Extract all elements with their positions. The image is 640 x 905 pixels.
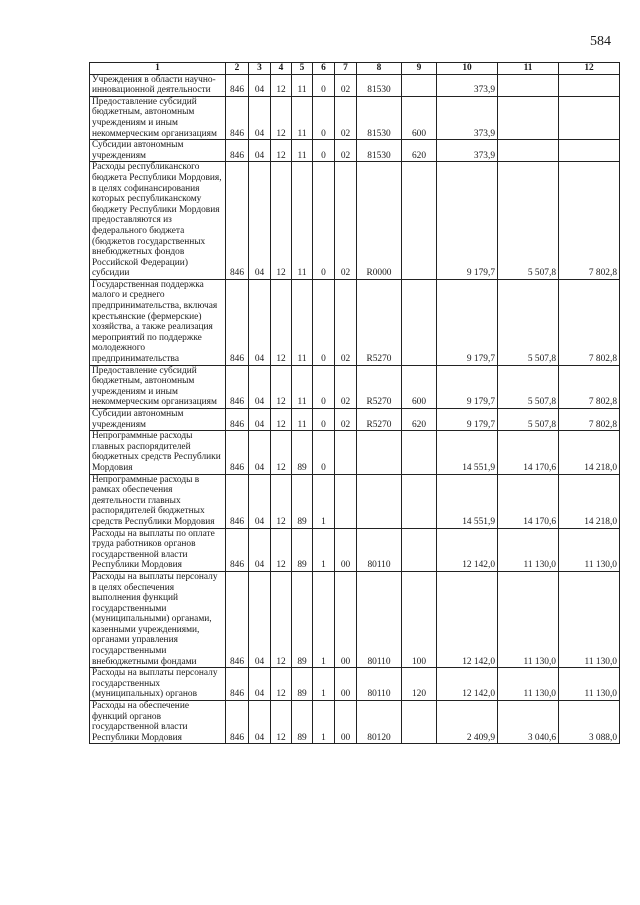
- code-cell: 04: [249, 528, 271, 571]
- amount-cell: 11 130,0: [498, 668, 559, 701]
- code-cell: 0: [313, 365, 335, 408]
- code-cell: R5270: [357, 365, 402, 408]
- row-name-cell: Расходы на выплаты персоналу государственных (муниципальных) органов: [90, 668, 226, 701]
- amount-cell: 373,9: [437, 74, 498, 96]
- code-cell: 0: [313, 74, 335, 96]
- code-cell: 120: [402, 668, 437, 701]
- amount-cell: 9 179,7: [437, 409, 498, 431]
- code-cell: 00: [335, 571, 357, 667]
- code-cell: 89: [292, 668, 313, 701]
- column-header: 12: [559, 63, 620, 75]
- row-name-cell: Предоставление субсидий бюджетным, автономным учреждениям и иным некоммерческим организациям: [90, 96, 226, 139]
- amount-cell: 373,9: [437, 96, 498, 139]
- table-row: [90, 74, 620, 96]
- amount-cell: 14 170,6: [498, 431, 559, 474]
- code-cell: 02: [335, 279, 357, 365]
- code-cell: [402, 528, 437, 571]
- code-cell: 0: [313, 431, 335, 474]
- code-cell: [402, 74, 437, 96]
- amount-cell: [498, 140, 559, 162]
- row-name-cell: Непрограммные расходы в рамках обеспечения деятельности главных распорядителей бюджетных средств Республики Мордовия: [90, 474, 226, 528]
- code-cell: 12: [271, 365, 292, 408]
- code-cell: 100: [402, 571, 437, 667]
- code-cell: 12: [271, 571, 292, 667]
- code-cell: 846: [226, 474, 249, 528]
- code-cell: 04: [249, 140, 271, 162]
- table-header-row: [90, 63, 620, 75]
- column-header: 3: [249, 63, 271, 75]
- amount-cell: 7 802,8: [559, 365, 620, 408]
- code-cell: [402, 431, 437, 474]
- code-cell: 00: [335, 701, 357, 744]
- code-cell: 11: [292, 96, 313, 139]
- table-row: [90, 409, 620, 431]
- code-cell: 04: [249, 668, 271, 701]
- code-cell: 89: [292, 474, 313, 528]
- amount-cell: 9 179,7: [437, 162, 498, 280]
- code-cell: 02: [335, 96, 357, 139]
- amount-cell: 3 088,0: [559, 701, 620, 744]
- code-cell: 846: [226, 528, 249, 571]
- code-cell: 846: [226, 140, 249, 162]
- amount-cell: 11 130,0: [559, 571, 620, 667]
- code-cell: 04: [249, 431, 271, 474]
- code-cell: 89: [292, 571, 313, 667]
- code-cell: 11: [292, 365, 313, 408]
- table-row: [90, 474, 620, 528]
- code-cell: 81530: [357, 96, 402, 139]
- code-cell: 81530: [357, 74, 402, 96]
- table-row: [90, 701, 620, 744]
- column-header: 8: [357, 63, 402, 75]
- amount-cell: 12 142,0: [437, 528, 498, 571]
- amount-cell: [559, 140, 620, 162]
- code-cell: 600: [402, 365, 437, 408]
- code-cell: 89: [292, 528, 313, 571]
- amount-cell: 12 142,0: [437, 668, 498, 701]
- code-cell: [357, 474, 402, 528]
- code-cell: 12: [271, 162, 292, 280]
- code-cell: 12: [271, 701, 292, 744]
- amount-cell: 9 179,7: [437, 279, 498, 365]
- code-cell: 04: [249, 162, 271, 280]
- table-row: [90, 528, 620, 571]
- code-cell: [402, 474, 437, 528]
- table-row: [90, 140, 620, 162]
- amount-cell: 7 802,8: [559, 279, 620, 365]
- code-cell: 12: [271, 409, 292, 431]
- code-cell: 02: [335, 365, 357, 408]
- amount-cell: 2 409,9: [437, 701, 498, 744]
- code-cell: 81530: [357, 140, 402, 162]
- code-cell: 02: [335, 409, 357, 431]
- code-cell: 04: [249, 365, 271, 408]
- row-name-cell: Субсидии автономным учреждениям: [90, 140, 226, 162]
- code-cell: 1: [313, 668, 335, 701]
- amount-cell: 3 040,6: [498, 701, 559, 744]
- table-row: [90, 365, 620, 408]
- page-number: 584: [590, 34, 611, 49]
- code-cell: 04: [249, 701, 271, 744]
- table-row: [90, 162, 620, 280]
- code-cell: [335, 474, 357, 528]
- amount-cell: 11 130,0: [559, 668, 620, 701]
- amount-cell: 373,9: [437, 140, 498, 162]
- code-cell: [402, 162, 437, 280]
- code-cell: 1: [313, 528, 335, 571]
- code-cell: 846: [226, 701, 249, 744]
- code-cell: [402, 279, 437, 365]
- code-cell: 846: [226, 74, 249, 96]
- code-cell: 11: [292, 409, 313, 431]
- code-cell: 00: [335, 528, 357, 571]
- column-header: 4: [271, 63, 292, 75]
- code-cell: 620: [402, 140, 437, 162]
- code-cell: [335, 431, 357, 474]
- amount-cell: [559, 74, 620, 96]
- row-name-cell: Предоставление субсидий бюджетным, автономным учреждениям и иным некоммерческим организациям: [90, 365, 226, 408]
- code-cell: 0: [313, 279, 335, 365]
- amount-cell: 7 802,8: [559, 162, 620, 280]
- row-name-cell: Учреждения в области научно-инновационной деятельности: [90, 74, 226, 96]
- code-cell: 80110: [357, 668, 402, 701]
- code-cell: 0: [313, 409, 335, 431]
- code-cell: 04: [249, 96, 271, 139]
- code-cell: 04: [249, 571, 271, 667]
- code-cell: 12: [271, 668, 292, 701]
- row-name-cell: Расходы на выплаты по оплате труда работников органов государственной власти Республики Мордовия: [90, 528, 226, 571]
- code-cell: 1: [313, 571, 335, 667]
- code-cell: 80120: [357, 701, 402, 744]
- table-row: [90, 96, 620, 139]
- code-cell: R5270: [357, 279, 402, 365]
- code-cell: 12: [271, 96, 292, 139]
- code-cell: 80110: [357, 528, 402, 571]
- code-cell: 02: [335, 162, 357, 280]
- row-name-cell: Государственная поддержка малого и среднего предпринимательства, включая крестьянские (фермерские) хозяйства, а также реализация мероприятий по поддержке молодежного предпринимательства: [90, 279, 226, 365]
- code-cell: 89: [292, 431, 313, 474]
- row-name-cell: Расходы на обеспечение функций органов государственной власти Республики Мордовия: [90, 701, 226, 744]
- code-cell: R0000: [357, 162, 402, 280]
- code-cell: R5270: [357, 409, 402, 431]
- row-name-cell: Непрограммные расходы главных распорядителей бюджетных средств Республики Мордовия: [90, 431, 226, 474]
- code-cell: 11: [292, 140, 313, 162]
- code-cell: 12: [271, 528, 292, 571]
- table-row: [90, 668, 620, 701]
- column-header: 10: [437, 63, 498, 75]
- code-cell: 12: [271, 140, 292, 162]
- code-cell: 11: [292, 279, 313, 365]
- amount-cell: [559, 96, 620, 139]
- amount-cell: 9 179,7: [437, 365, 498, 408]
- code-cell: 04: [249, 409, 271, 431]
- code-cell: [357, 431, 402, 474]
- row-name-cell: Расходы республиканского бюджета Республики Мордовия, в целях софинансирования которых республиканскому бюджету Республики Мордовия предоставляются из федерального бюджета (бюджетов государственных внебюджетных фондов Российской Федерации) субсидии: [90, 162, 226, 280]
- row-name-cell: Субсидии автономным учреждениям: [90, 409, 226, 431]
- code-cell: 846: [226, 96, 249, 139]
- code-cell: 846: [226, 279, 249, 365]
- amount-cell: [498, 96, 559, 139]
- code-cell: 0: [313, 140, 335, 162]
- code-cell: [402, 701, 437, 744]
- column-header: 2: [226, 63, 249, 75]
- amount-cell: 11 130,0: [498, 571, 559, 667]
- code-cell: 02: [335, 140, 357, 162]
- amount-cell: 11 130,0: [559, 528, 620, 571]
- amount-cell: 11 130,0: [498, 528, 559, 571]
- amount-cell: 14 551,9: [437, 474, 498, 528]
- column-header: 1: [90, 63, 226, 75]
- amount-cell: 5 507,8: [498, 409, 559, 431]
- code-cell: 04: [249, 474, 271, 528]
- column-header: 9: [402, 63, 437, 75]
- column-header: 5: [292, 63, 313, 75]
- column-header: 11: [498, 63, 559, 75]
- amount-cell: 5 507,8: [498, 279, 559, 365]
- code-cell: 0: [313, 162, 335, 280]
- code-cell: 846: [226, 365, 249, 408]
- amount-cell: [498, 74, 559, 96]
- code-cell: 1: [313, 474, 335, 528]
- amount-cell: 14 551,9: [437, 431, 498, 474]
- code-cell: 620: [402, 409, 437, 431]
- budget-table: [89, 62, 620, 744]
- code-cell: 846: [226, 668, 249, 701]
- row-name-cell: Расходы на выплаты персоналу в целях обеспечения выполнения функций государственными (муниципальными) органами, казенными учреждениями, органами управления государственными внебюджетными фондами: [90, 571, 226, 667]
- amount-cell: 14 218,0: [559, 474, 620, 528]
- code-cell: 11: [292, 74, 313, 96]
- code-cell: 11: [292, 162, 313, 280]
- code-cell: 12: [271, 74, 292, 96]
- code-cell: 600: [402, 96, 437, 139]
- code-cell: 12: [271, 431, 292, 474]
- code-cell: 80110: [357, 571, 402, 667]
- amount-cell: 14 218,0: [559, 431, 620, 474]
- code-cell: 00: [335, 668, 357, 701]
- amount-cell: 12 142,0: [437, 571, 498, 667]
- table-row: [90, 279, 620, 365]
- code-cell: 89: [292, 701, 313, 744]
- code-cell: 02: [335, 74, 357, 96]
- code-cell: 846: [226, 431, 249, 474]
- code-cell: 846: [226, 409, 249, 431]
- amount-cell: 5 507,8: [498, 365, 559, 408]
- table-row: [90, 571, 620, 667]
- amount-cell: 14 170,6: [498, 474, 559, 528]
- amount-cell: 5 507,8: [498, 162, 559, 280]
- code-cell: 04: [249, 279, 271, 365]
- code-cell: 846: [226, 162, 249, 280]
- code-cell: 04: [249, 74, 271, 96]
- column-header: 7: [335, 63, 357, 75]
- column-header: 6: [313, 63, 335, 75]
- code-cell: 846: [226, 571, 249, 667]
- code-cell: 12: [271, 474, 292, 528]
- code-cell: 1: [313, 701, 335, 744]
- code-cell: 12: [271, 279, 292, 365]
- code-cell: 0: [313, 96, 335, 139]
- table-row: [90, 431, 620, 474]
- amount-cell: 7 802,8: [559, 409, 620, 431]
